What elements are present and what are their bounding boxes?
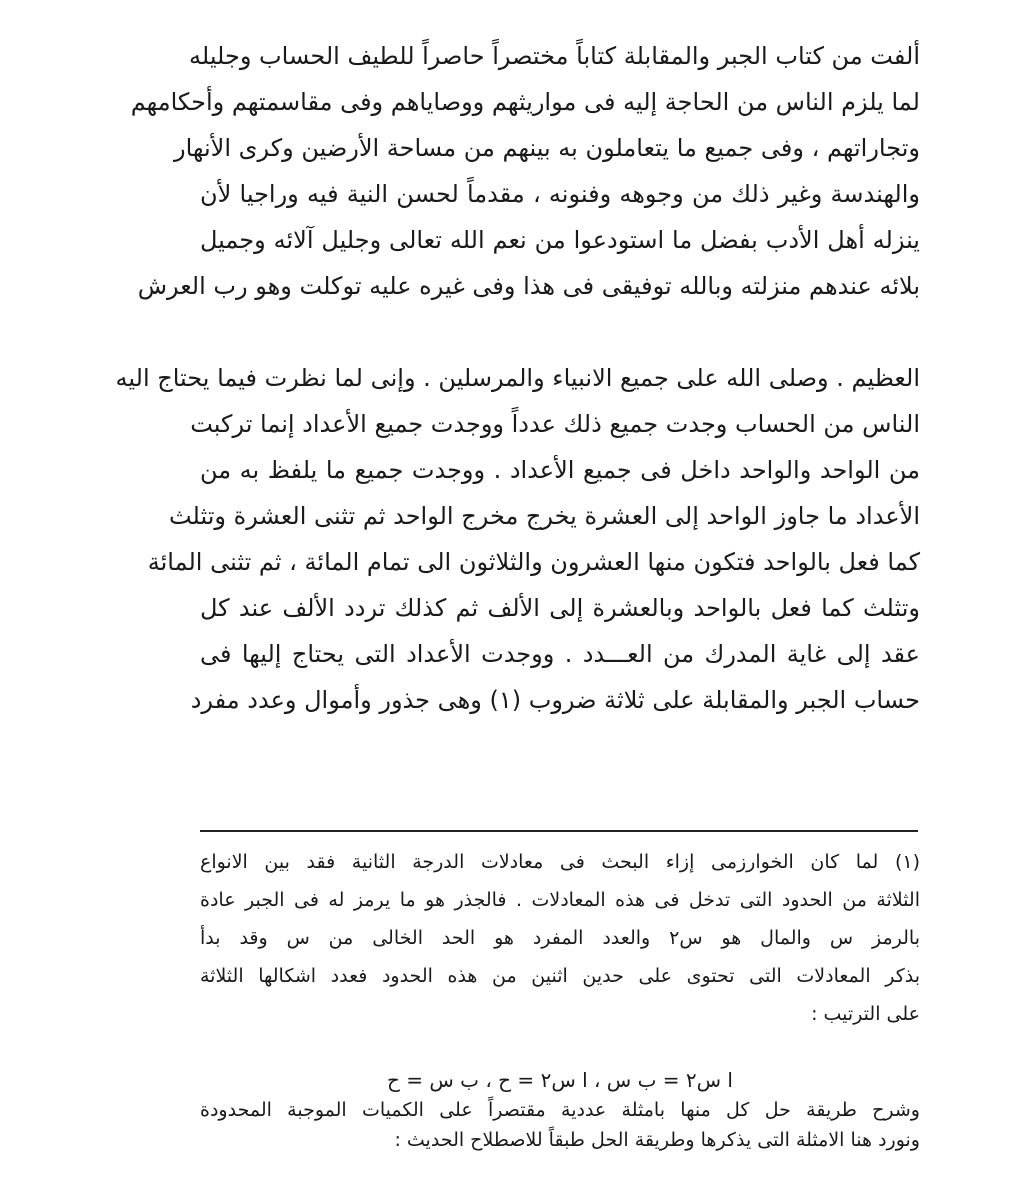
body-line: ألفت من كتاب الجبر والمقابلة كتاباً مختصراً حاصراً للطيف الحساب وجليله bbox=[189, 42, 920, 70]
body-line: الناس من الحساب وجدت جميع ذلك عدداً ووجدت جميع الأعداد إنما تركبت bbox=[190, 410, 920, 438]
body-line: لما يلزم الناس من الحاجة إليه فى مواريثهم ووصاياهم وفى مقاسمتهم وأحكامهم bbox=[130, 88, 920, 116]
footnote-equation: ا س٢ = ب س ، ا س٢ = ح ، ب س = ح bbox=[387, 1068, 733, 1092]
footnote-line: بذكر المعادلات التى تحتوى على حدين اثنين من هذه الحدود فعدد اشكالها الثلاثة bbox=[200, 965, 920, 987]
footnote-line: ونورد هنا الامثلة التى يذكرها وطريقة الحل طبقاً للاصطلاح الحديث : bbox=[394, 1129, 920, 1151]
footnote-line: وشرح طريقة حل كل منها بامثلة عددية مقتصراً على الكميات الموجبة المحدودة bbox=[200, 1099, 920, 1121]
body-line: وتثلث كما فعل بالواحد وبالعشرة إلى الألف ثم كذلك تردد الألف عند كل bbox=[200, 594, 920, 622]
body-line: ينزله أهل الأدب بفضل ما استودعوا من نعم الله تعالى وجليل آلائه وجميل bbox=[200, 226, 920, 254]
footnote-divider bbox=[200, 830, 918, 832]
footnote-line: على الترتيب : bbox=[811, 1003, 920, 1025]
body-line: حساب الجبر والمقابلة على ثلاثة ضروب (١) وهى جذور وأموال وعدد مفرد bbox=[190, 686, 920, 714]
body-line: العظيم . وصلى الله على جميع الانبياء والمرسلين . وإنى لما نظرت فيما يحتاج اليه bbox=[115, 364, 920, 392]
body-line: وتجاراتهم ، وفى جميع ما يتعاملون به بينهم من مساحة الأرضين وكرى الأنهار bbox=[174, 134, 920, 162]
footnote-line: بالرمز س والمال هو س٢ والعدد المفرد هو الحد الخالى من س وقد بدأ bbox=[200, 927, 920, 949]
body-line: الأعداد ما جاوز الواحد إلى العشرة يخرج مخرج الواحد ثم تثنى العشرة وتثلث bbox=[168, 502, 920, 530]
body-line: عقد إلى غاية المدرك من العـــدد . ووجدت الأعداد التى يحتاج إليها فى bbox=[200, 640, 920, 668]
body-line: من الواحد والواحد داخل فى جميع الأعداد . ووجدت جميع ما يلفظ به من bbox=[200, 456, 920, 484]
footnote-line: (١) لما كان الخوارزمى إزاء البحث فى معادلات الدرجة الثانية فقد بين الانواع bbox=[200, 851, 920, 873]
footnote-line: الثلاثة من الحدود التى تدخل فى هذه المعادلات . فالجذر هو ما يرمز له فى الجبر عادة bbox=[200, 889, 920, 911]
body-line: بلائه عندهم منزلته وبالله توفيقى فى هذا وفى غيره عليه توكلت وهو رب العرش bbox=[137, 272, 920, 300]
body-line: كما فعل بالواحد فتكون منها العشرون والثلاثون الى تمام المائة ، ثم تثنى المائة bbox=[147, 548, 920, 576]
body-line: والهندسة وغير ذلك من وجوهه وفنونه ، مقدماً لحسن النية فيه وراجيا لأن bbox=[200, 180, 920, 208]
